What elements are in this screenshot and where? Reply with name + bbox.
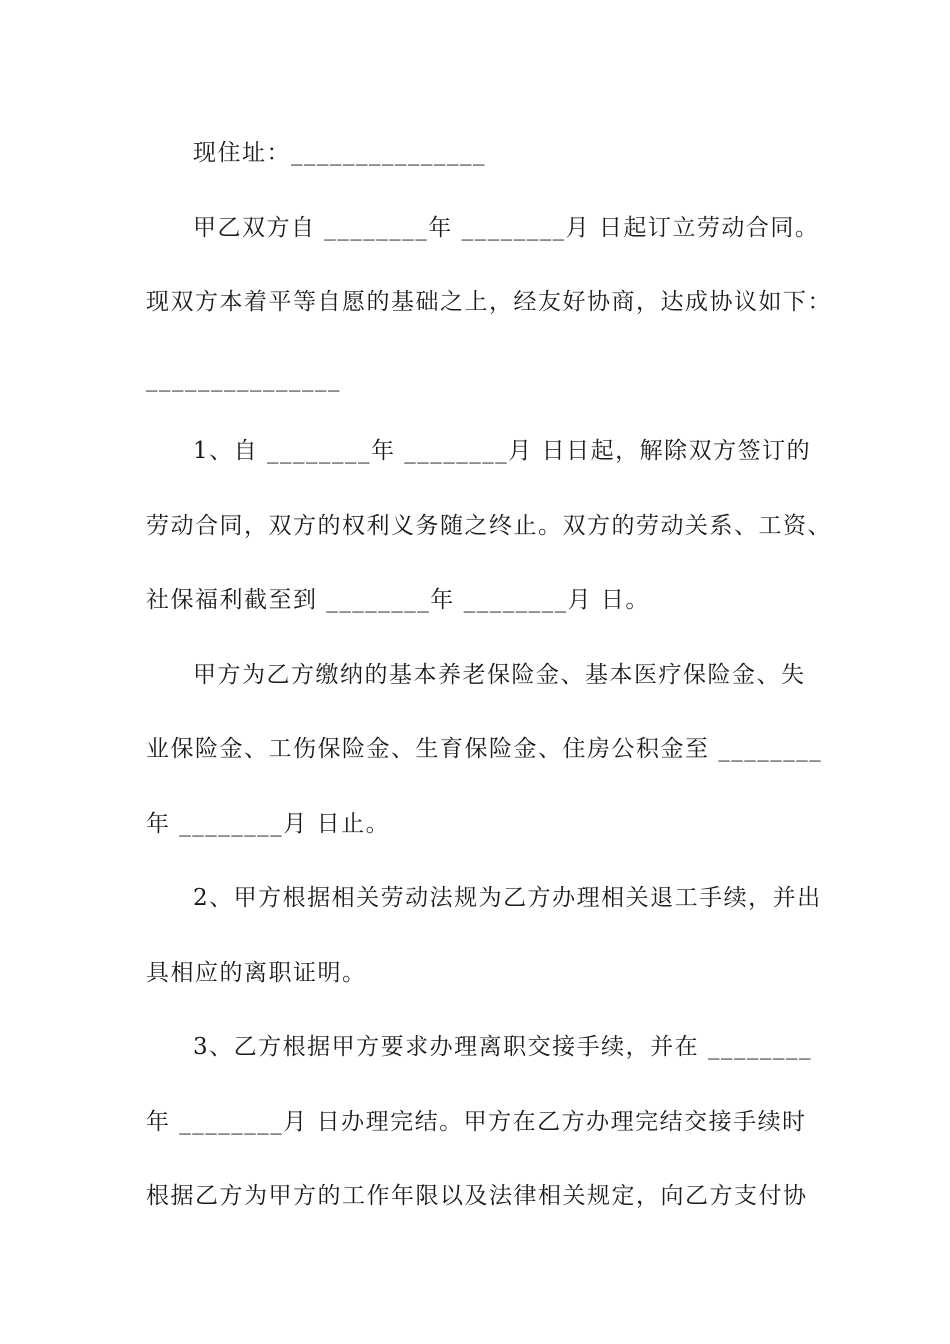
address-line: 现住址：_______________ [193, 140, 486, 166]
contract-start-line: 甲乙双方自 ________年 ________月 日起订立劳动合同。 [193, 215, 820, 241]
clause-1-line-1: 1、自 ________年 ________月 日日起，解除双方签订的 [193, 438, 812, 464]
clause-1-line-2: 劳动合同，双方的权利义务随之终止。双方的劳动关系、工资、 [146, 513, 832, 539]
clause-2-line-2: 具相应的离职证明。 [146, 960, 367, 986]
insurance-line-1: 甲方为乙方缴纳的基本养老保险金、基本医疗保险金、失 [193, 662, 806, 688]
agreement-intro-line: 现双方本着平等自愿的基础之上，经友好协商，达成协议如下： [146, 289, 832, 315]
clause-3-line-2: 年 ________月 日办理完结。甲方在乙方办理完结交接手续时 [146, 1109, 807, 1135]
clause-3-line-1: 3、乙方根据甲方要求办理离职交接手续，并在 ________ [193, 1034, 812, 1060]
clause-2-line-1: 2、甲方根据相关劳动法规为乙方办理相关退工手续，并出 [193, 885, 822, 911]
blank-line: _______________ [146, 366, 341, 392]
insurance-line-3: 年 ________月 日止。 [146, 811, 391, 837]
insurance-line-2: 业保险金、工伤保险金、生育保险金、住房公积金至 ________ [146, 736, 823, 762]
clause-3-line-3: 根据乙方为甲方的工作年限以及法律相关规定，向乙方支付协 [146, 1183, 808, 1209]
clause-1-line-3: 社保福利截至到 ________年 ________月 日。 [146, 587, 650, 613]
